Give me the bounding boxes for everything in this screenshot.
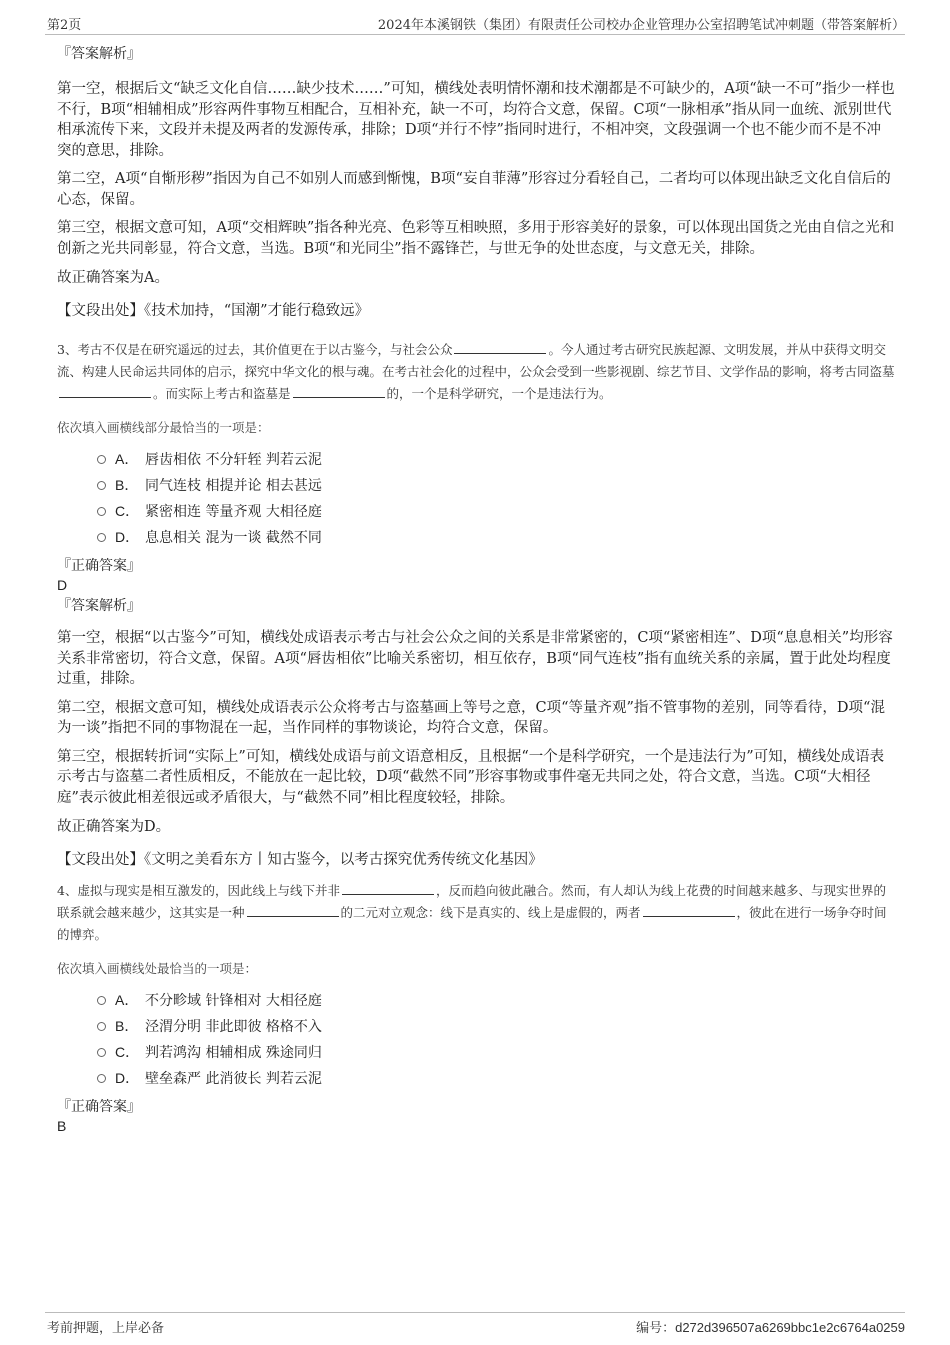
question-4-stem: 4、虚拟与现实是相互激发的，因此线上与线下并非 ，反而趋向彼此融合。然而，有人却认为线上花费的时间越来越多、与现实世界的联系就会越来越少，这其实是一种 的二元对立观念：线下是真实的、线上是虚假的，两者 ，彼此在进行一场争夺时间的博弈。 bbox=[57, 883, 887, 942]
option-a[interactable]: A． 唇齿相依 不分轩轾 判若云泥 bbox=[97, 446, 895, 472]
radio-button[interactable] bbox=[97, 533, 106, 542]
page-footer bbox=[45, 1312, 905, 1337]
footer-slogan: 考前押题，上岸必备 bbox=[47, 1321, 165, 1336]
radio-button[interactable] bbox=[97, 1022, 106, 1031]
conclusion: 故正确答案为A。 bbox=[57, 270, 169, 286]
blank-line bbox=[247, 904, 339, 917]
option-c[interactable]: C． 紧密相连 等量齐观 大相径庭 bbox=[97, 498, 895, 524]
analysis-paragraph: 第二空，A项“自惭形秽”指因为自己不如别人而感到惭愧，B项“妄自菲薄”形容过分看轻自己，二者均可以体现出缺乏文化自信后的心态，保留。 bbox=[57, 171, 891, 208]
question-3-stem: 3、考古不仅是在研究遥远的过去，其价值更在于以古鉴今，与社会公众 。今人通过考古研究民族起源、文明发展，并从中获得文明交流、构建人民命运共同体的启示，探究中华文化的根与魂。在考古社会化的过程中，公众会受到一些影视剧、综艺节目、文学作品的影响，将考古同盗墓。而实际上考古和盗墓是 的，一个是科学研究，一个是违法行为。 bbox=[57, 342, 895, 401]
analysis-paragraph: 第一空，根据“以古鉴今”可知，横线处成语表示考古与社会公众之间的关系是非常紧密的，C项“紧密相连”、D项“息息相关”均形容关系非常密切，符合文意，保留。A项“唇齿相依”比喻关系密切，相互依存，B项“同气连枝”指有血统关系的亲属，置于此处均程度过重，排除。 bbox=[57, 630, 893, 687]
blank-line bbox=[342, 882, 434, 895]
radio-button[interactable] bbox=[97, 507, 106, 516]
correct-answer: B bbox=[57, 1118, 67, 1134]
analysis-tag: 『答案解析』 bbox=[57, 598, 141, 614]
blank-line bbox=[643, 904, 735, 917]
question-prompt: 依次填入画横线处最恰当的一项是： bbox=[57, 961, 258, 976]
document-title: 2024年本溪钢铁（集团）有限责任公司校办企业管理办公室招聘笔试冲刺题（带答案解析） bbox=[377, 18, 905, 33]
radio-button[interactable] bbox=[97, 455, 106, 464]
analysis-paragraph: 第三空，根据转折词“实际上”可知，横线处成语与前文语意相反，且根据“一个是科学研究，一个是违法行为”可知，横线处成语表示考古与盗墓二者性质相反，不能放在一起比较，D项“截然不同”形容事物或事件毫无共同之处，符合文意，当选。C项“大相径庭”表示彼此相差很远或矛盾很大，与“截然不同”相比程度较轻，排除。 bbox=[57, 748, 885, 806]
question-prompt: 依次填入画横线部分最恰当的一项是： bbox=[57, 420, 270, 435]
page-header bbox=[45, 14, 905, 35]
analysis-paragraph: 第一空，根据后文“缺乏文化自信……缺少技术……”可知，横线处表明情怀潮和技术潮都是不可缺少的，A项“缺一不可”指少一样也不行，B项“相辅相成”形容两件事物互相配合，互相补充，缺一不可，均符合文意，保留。C项“一脉相承”指从同一血统、派别世代相承流传下来，文段并未提及两者的发源传承，排除；D项“并行不悖”指同时进行，不相冲突，文段强调一个也不能少而不是不冲突的意思，排除。 bbox=[57, 81, 895, 159]
radio-button[interactable] bbox=[97, 1074, 106, 1083]
correct-answer-tag: 『正确答案』 bbox=[57, 1099, 141, 1115]
page-number: 第2页 bbox=[47, 18, 82, 33]
document-code: 编号：d272d396507a6269bbc1e2c6764a0259 bbox=[636, 1320, 905, 1336]
correct-answer-tag: 『正确答案』 bbox=[57, 558, 141, 574]
document-content bbox=[57, 44, 895, 1135]
radio-button[interactable] bbox=[97, 996, 106, 1005]
option-a[interactable]: A． 不分畛域 针锋相对 大相径庭 bbox=[97, 987, 895, 1013]
blank-line bbox=[293, 385, 385, 398]
analysis-paragraph: 第二空，根据文意可知，横线处成语表示公众将考古与盗墓画上等号之意，C项“等量齐观”指不管事物的差别，同等看待，D项“混为一谈”指把不同的事物混在一起，当作同样的事物谈论，均符合文意，保留。 bbox=[57, 699, 885, 736]
analysis-tag: 『答案解析』 bbox=[57, 46, 141, 62]
source-citation: 【文段出处】《文明之美看东方丨知古鉴今，以考古探究优秀传统文化基因》 bbox=[57, 851, 543, 868]
question-4-options bbox=[97, 987, 895, 1091]
option-b[interactable]: B． 泾渭分明 非此即彼 格格不入 bbox=[97, 1013, 895, 1039]
correct-answer: D bbox=[57, 577, 68, 593]
option-d[interactable]: D． 息息相关 混为一谈 截然不同 bbox=[97, 524, 895, 550]
blank-line bbox=[454, 341, 546, 354]
conclusion: 故正确答案为D。 bbox=[57, 819, 171, 835]
option-c[interactable]: C． 判若鸿沟 相辅相成 殊途同归 bbox=[97, 1039, 895, 1065]
radio-button[interactable] bbox=[97, 1048, 106, 1057]
option-d[interactable]: D． 壁垒森严 此消彼长 判若云泥 bbox=[97, 1065, 895, 1091]
radio-button[interactable] bbox=[97, 481, 106, 490]
source-citation: 【文段出处】《技术加持，“国潮”才能行稳致远》 bbox=[57, 302, 370, 319]
blank-line bbox=[59, 385, 151, 398]
analysis-paragraph: 第三空，根据文意可知，A项“交相辉映”指各种光亮、色彩等互相映照，多用于形容美好的景象，可以体现出国货之光由自信之光和创新之光共同彰显，符合文意，当选。B项“和光同尘”指不露锋芒，与世无争的处世态度，与文意无关，排除。 bbox=[57, 220, 895, 257]
question-3-options bbox=[97, 446, 895, 550]
option-b[interactable]: B． 同气连枝 相提并论 相去甚远 bbox=[97, 472, 895, 498]
